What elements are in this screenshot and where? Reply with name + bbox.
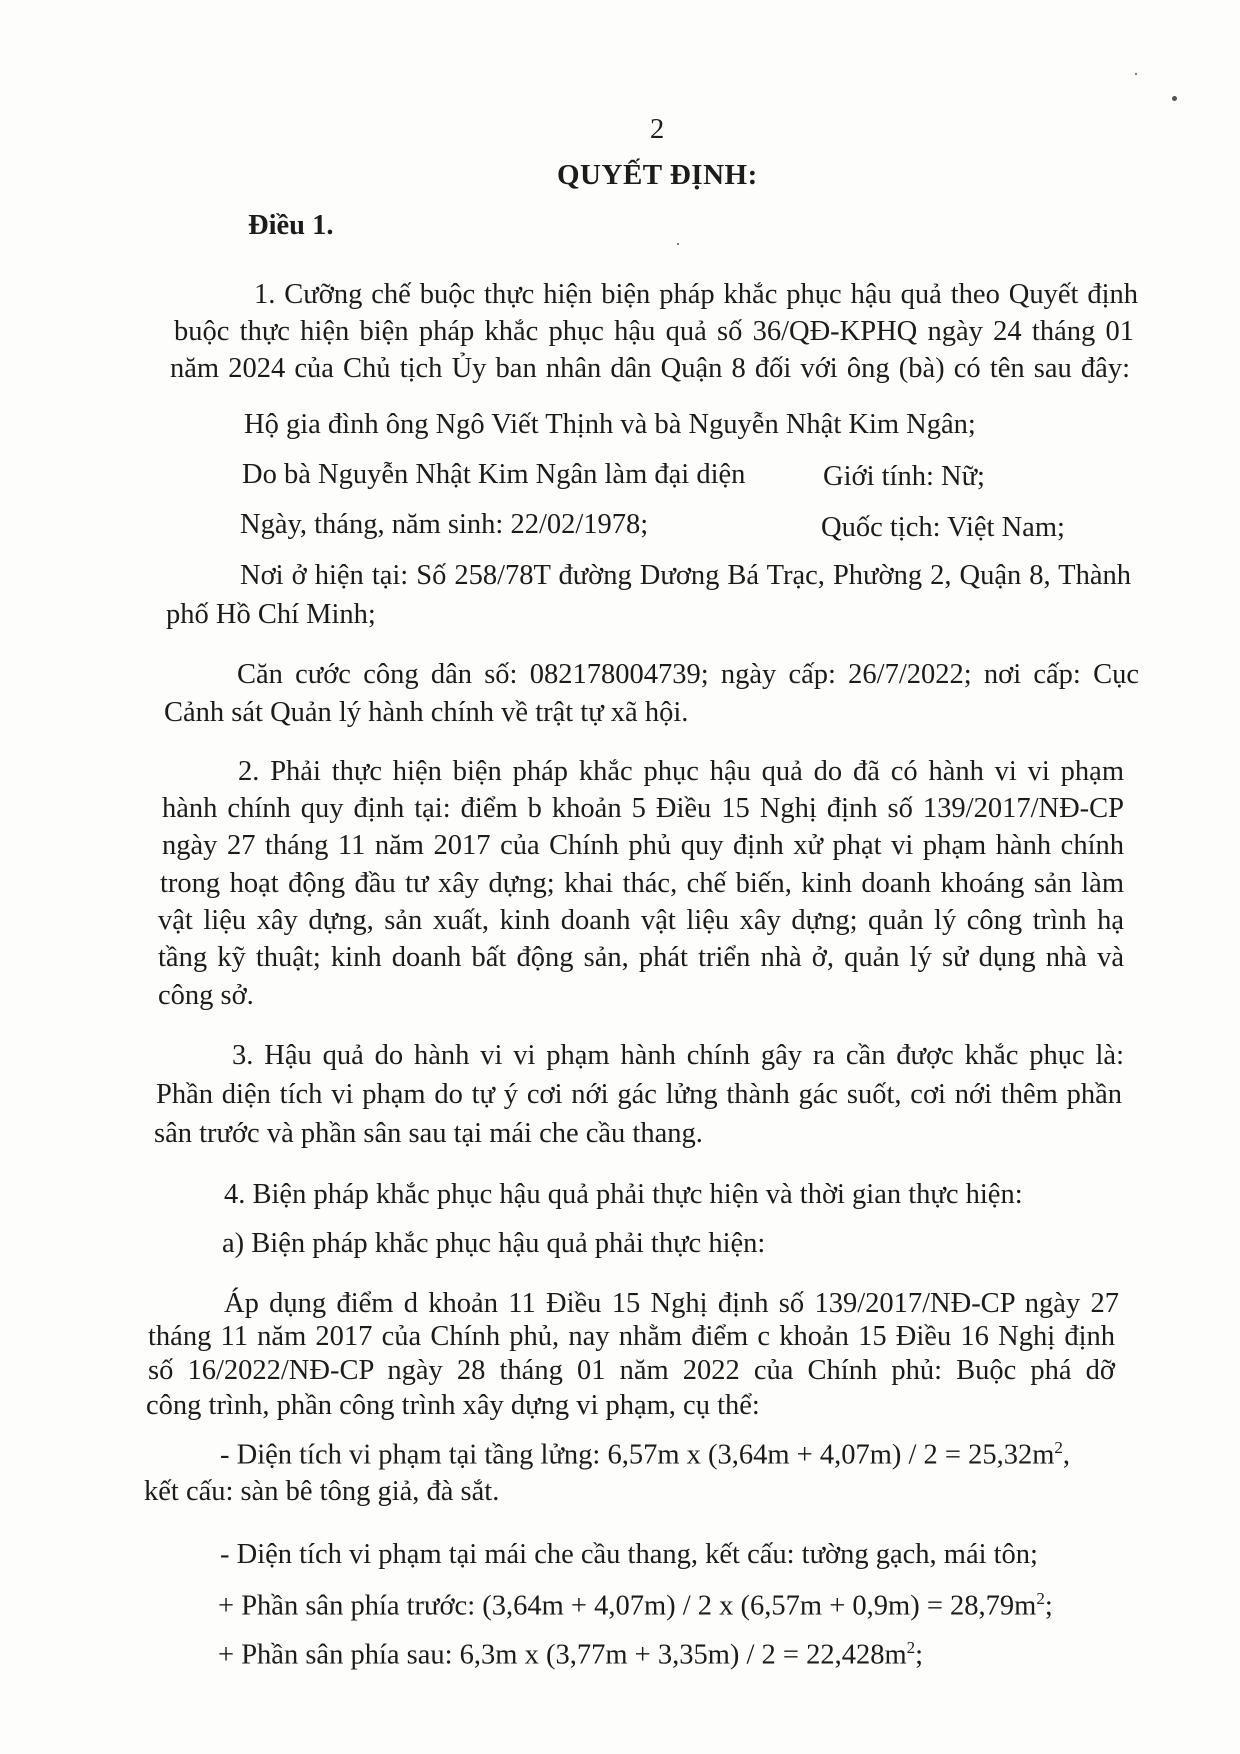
scan-speck: [1135, 73, 1137, 75]
scan-speck: [677, 243, 679, 245]
item2-line7: công sở.: [158, 980, 254, 1011]
item2-line2: hành chính quy định tại: điểm b khoản 5 Điều 15 Nghị định số 139/2017/NĐ-CP: [162, 793, 1124, 824]
page-heading: QUYẾT ĐỊNH:: [557, 159, 758, 191]
item3-line1: 3. Hậu quả do hành vi vi phạm hành chính gây ra cần được khắc phục là:: [232, 1040, 1124, 1071]
residence-line1: Nơi ở hiện tại: Số 258/78T đường Dương Bá Trạc, Phường 2, Quận 8, Thành: [240, 560, 1131, 591]
mezzanine-area-exponent: 2: [1054, 1438, 1063, 1457]
back-yard-area: [218, 1639, 923, 1670]
item3-line3: sân trước và phần sân sau tại mái che cầu thang.: [154, 1118, 703, 1149]
item1-line1: 1. Cưỡng chế buộc thực hiện biện pháp khắc phục hậu quả theo Quyết định: [254, 279, 1138, 310]
residence-line2: phố Hồ Chí Minh;: [166, 599, 376, 630]
item2-line1: 2. Phải thực hiện biện pháp khắc phục hậu quả do đã có hành vi vi phạm: [238, 756, 1124, 787]
stair-roof-area: - Diện tích vi phạm tại mái che cầu thang, kết cấu: tường gạch, mái tôn;: [220, 1539, 1038, 1570]
item1-line2: buộc thực hiện biện pháp khắc phục hậu quả số 36/QĐ-KPHQ ngày 24 tháng 01: [174, 316, 1134, 347]
front-yard-area: [218, 1590, 1053, 1621]
item4-line1: 4. Biện pháp khắc phục hậu quả phải thực hiện và thời gian thực hiện:: [224, 1179, 1023, 1210]
item4-apply-line4: công trình, phần công trình xây dựng vi phạm, cụ thể:: [146, 1390, 760, 1421]
mezzanine-area-tail: ,: [1062, 1439, 1071, 1471]
gender: Giới tính: Nữ;: [823, 461, 985, 492]
back-yard-tail: ;: [915, 1639, 924, 1671]
mezzanine-area-text: - Diện tích vi phạm tại tầng lửng: 6,57m x (3,64m + 4,07m) / 2 = 25,32m: [220, 1439, 1055, 1471]
page-number: 2: [650, 114, 665, 145]
date-of-birth: Ngày, tháng, năm sinh: 22/02/1978;: [240, 509, 649, 540]
item4-apply-line3: số 16/2022/NĐ-CP ngày 28 tháng 01 năm 2022 của Chính phủ: Buộc phá dỡ: [148, 1355, 1115, 1386]
id-line2: Cảnh sát Quản lý hành chính về trật tự xã hội.: [164, 697, 689, 728]
item4-apply-line1: Áp dụng điểm d khoản 11 Điều 15 Nghị định số 139/2017/NĐ-CP ngày 27: [224, 1288, 1119, 1319]
front-yard-exponent: 2: [1036, 1589, 1045, 1608]
nationality: Quốc tịch: Việt Nam;: [821, 512, 1065, 543]
front-yard-text: + Phần sân phía trước: (3,64m + 4,07m) / 2 x (6,57m + 0,9m) = 28,79m: [218, 1590, 1037, 1622]
household-name: Hộ gia đình ông Ngô Viết Thịnh và bà Nguyễn Nhật Kim Ngân;: [244, 409, 976, 440]
front-yard-tail: ;: [1044, 1590, 1053, 1622]
scan-speck: [1172, 96, 1177, 101]
item2-line3: ngày 27 tháng 11 năm 2017 của Chính phủ quy định xử phạt vi phạm hành chính: [162, 830, 1124, 861]
article-heading: Điều 1.: [248, 210, 334, 241]
mezzanine-area-line1: [220, 1439, 1070, 1470]
back-yard-exponent: 2: [906, 1638, 916, 1657]
mezzanine-area-line2: kết cấu: sàn bê tông giả, đà sắt.: [144, 1476, 500, 1507]
id-line1: Căn cước công dân số: 082178004739; ngày cấp: 26/7/2022; nơi cấp: Cục: [237, 659, 1139, 690]
item4-subitem-a: a) Biện pháp khắc phục hậu quả phải thực hiện:: [222, 1228, 766, 1259]
item1-line3: năm 2024 của Chủ tịch Ủy ban nhân dân Quận 8 đối với ông (bà) có tên sau đây:: [170, 353, 1130, 384]
representative: Do bà Nguyễn Nhật Kim Ngân làm đại diện: [242, 459, 746, 490]
item2-line6: tầng kỹ thuật; kinh doanh bất động sản, phát triển nhà ở, quản lý sử dụng nhà và: [158, 942, 1124, 973]
item4-apply-line2: tháng 11 năm 2017 của Chính phủ, nay nhằm điểm c khoản 15 Điều 16 Nghị định: [148, 1321, 1115, 1352]
item2-line5: vật liệu xây dựng, sản xuất, kinh doanh vật liệu xây dựng; quản lý công trình hạ: [158, 905, 1124, 936]
back-yard-text: + Phần sân phía sau: 6,3m x (3,77m + 3,35m) / 2 = 22,428m: [218, 1639, 907, 1671]
item2-line4: trong hoạt động đầu tư xây dựng; khai thác, chế biến, kinh doanh khoáng sản làm: [160, 868, 1124, 899]
item3-line2: Phần diện tích vi phạm do tự ý cơi nới gác lửng thành gác suốt, cơi nới thêm phần: [156, 1079, 1122, 1110]
